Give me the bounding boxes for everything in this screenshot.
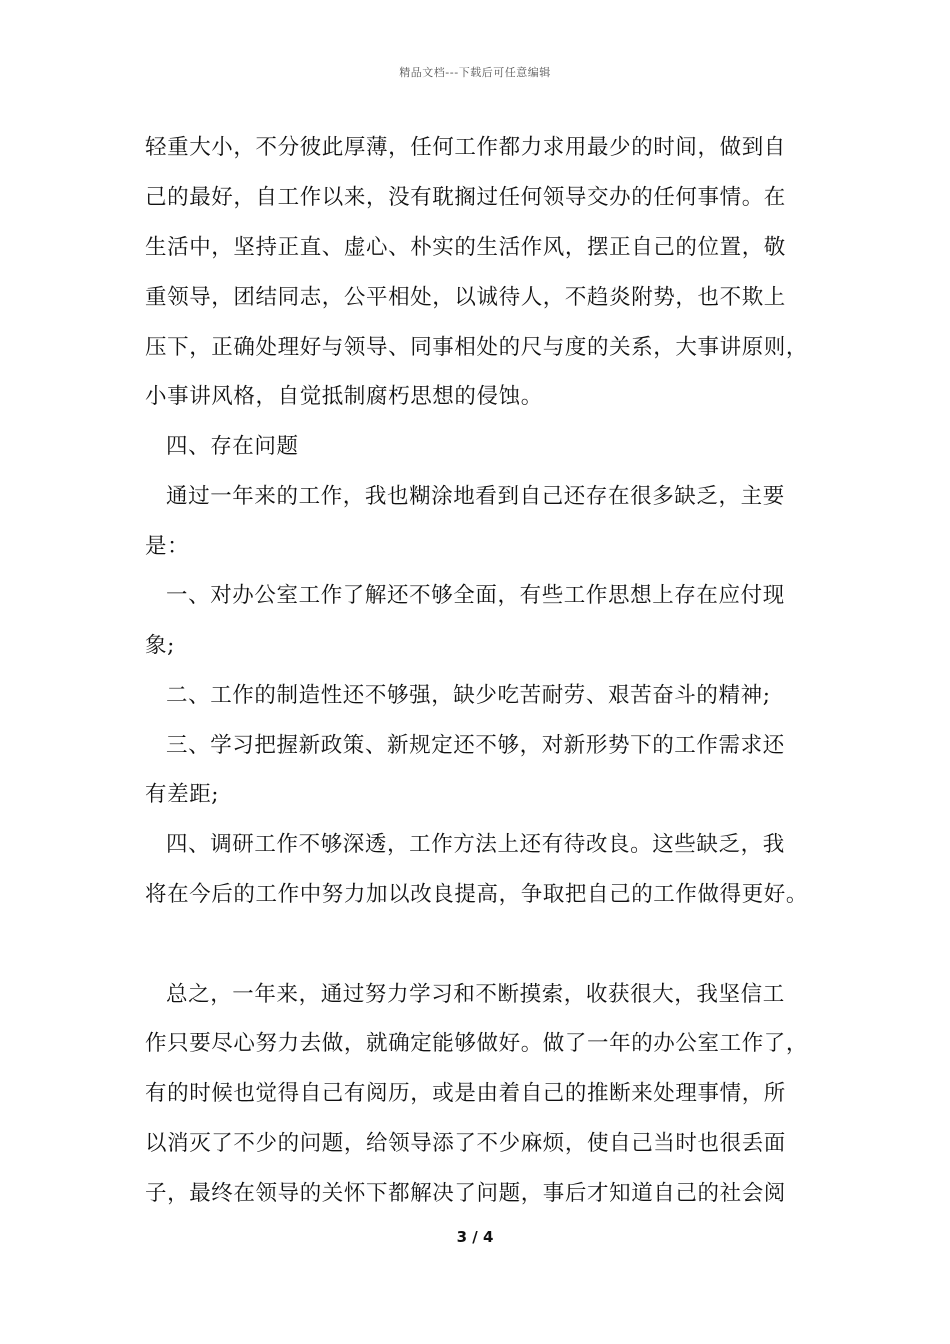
text-line: 重领导，团结同志，公平相处，以诚待人，不趋炎附势，也不欺上 xyxy=(145,285,786,310)
text-line: 子，最终在领导的关怀下都解决了问题，事后才知道自己的社会阅 xyxy=(145,1181,786,1206)
text-line: 生活中，坚持正直、虚心、朴实的生活作风，摆正自己的位置，敬 xyxy=(145,235,786,260)
text-line: 小事讲风格，自觉抵制腐朽思想的侵蚀。 xyxy=(145,384,543,409)
text-line: 轻重大小，不分彼此厚薄，任何工作都力求用最少的时间，做到自 xyxy=(145,135,786,160)
page-number: 3 / 4 xyxy=(456,1228,494,1246)
text-line: 通过一年来的工作，我也糊涂地看到自己还存在很多缺乏，主要 xyxy=(166,484,785,509)
text-line: 己的最好，自工作以来，没有耽搁过任何领导交办的任何事情。在 xyxy=(145,185,786,210)
text-line: 有的时候也觉得自己有阅历，或是由着自己的推断来处理事情，所 xyxy=(145,1081,786,1106)
list-item-line: 象; xyxy=(145,633,175,658)
list-item-line: 二、工作的制造性还不够强，缺少吃苦耐劳、艰苦奋斗的精神; xyxy=(166,683,771,708)
text-line: 压下，正确处理好与领导、同事相处的尺与度的关系，大事讲原则， xyxy=(145,335,809,360)
list-item-line: 四、调研工作不够深透，工作方法上还有待改良。这些缺乏，我 xyxy=(166,832,785,857)
list-item-line: 三、学习把握新政策、新规定还不够，对新形势下的工作需求还 xyxy=(166,733,785,758)
text-line: 是： xyxy=(145,534,190,559)
list-item-line: 一、对办公室工作了解还不够全面，有些工作思想上存在应付现 xyxy=(166,583,785,608)
text-line: 作只要尽心努力去做，就确定能够做好。做了一年的办公室工作了， xyxy=(145,1031,809,1056)
text-line: 以消灭了不少的问题，给领导添了不少麻烦，使自己当时也很丢面 xyxy=(145,1131,786,1156)
list-item-line: 将在今后的工作中努力加以改良提高，争取把自己的工作做得更好。 xyxy=(145,882,809,907)
text-line: 总之，一年来，通过努力学习和不断摸索，收获很大，我坚信工 xyxy=(166,982,785,1007)
section-heading: 四、存在问题 xyxy=(166,434,299,459)
header-note: 精品文档---下载后可任意编辑 xyxy=(399,66,551,79)
list-item-line: 有差距; xyxy=(145,782,220,807)
